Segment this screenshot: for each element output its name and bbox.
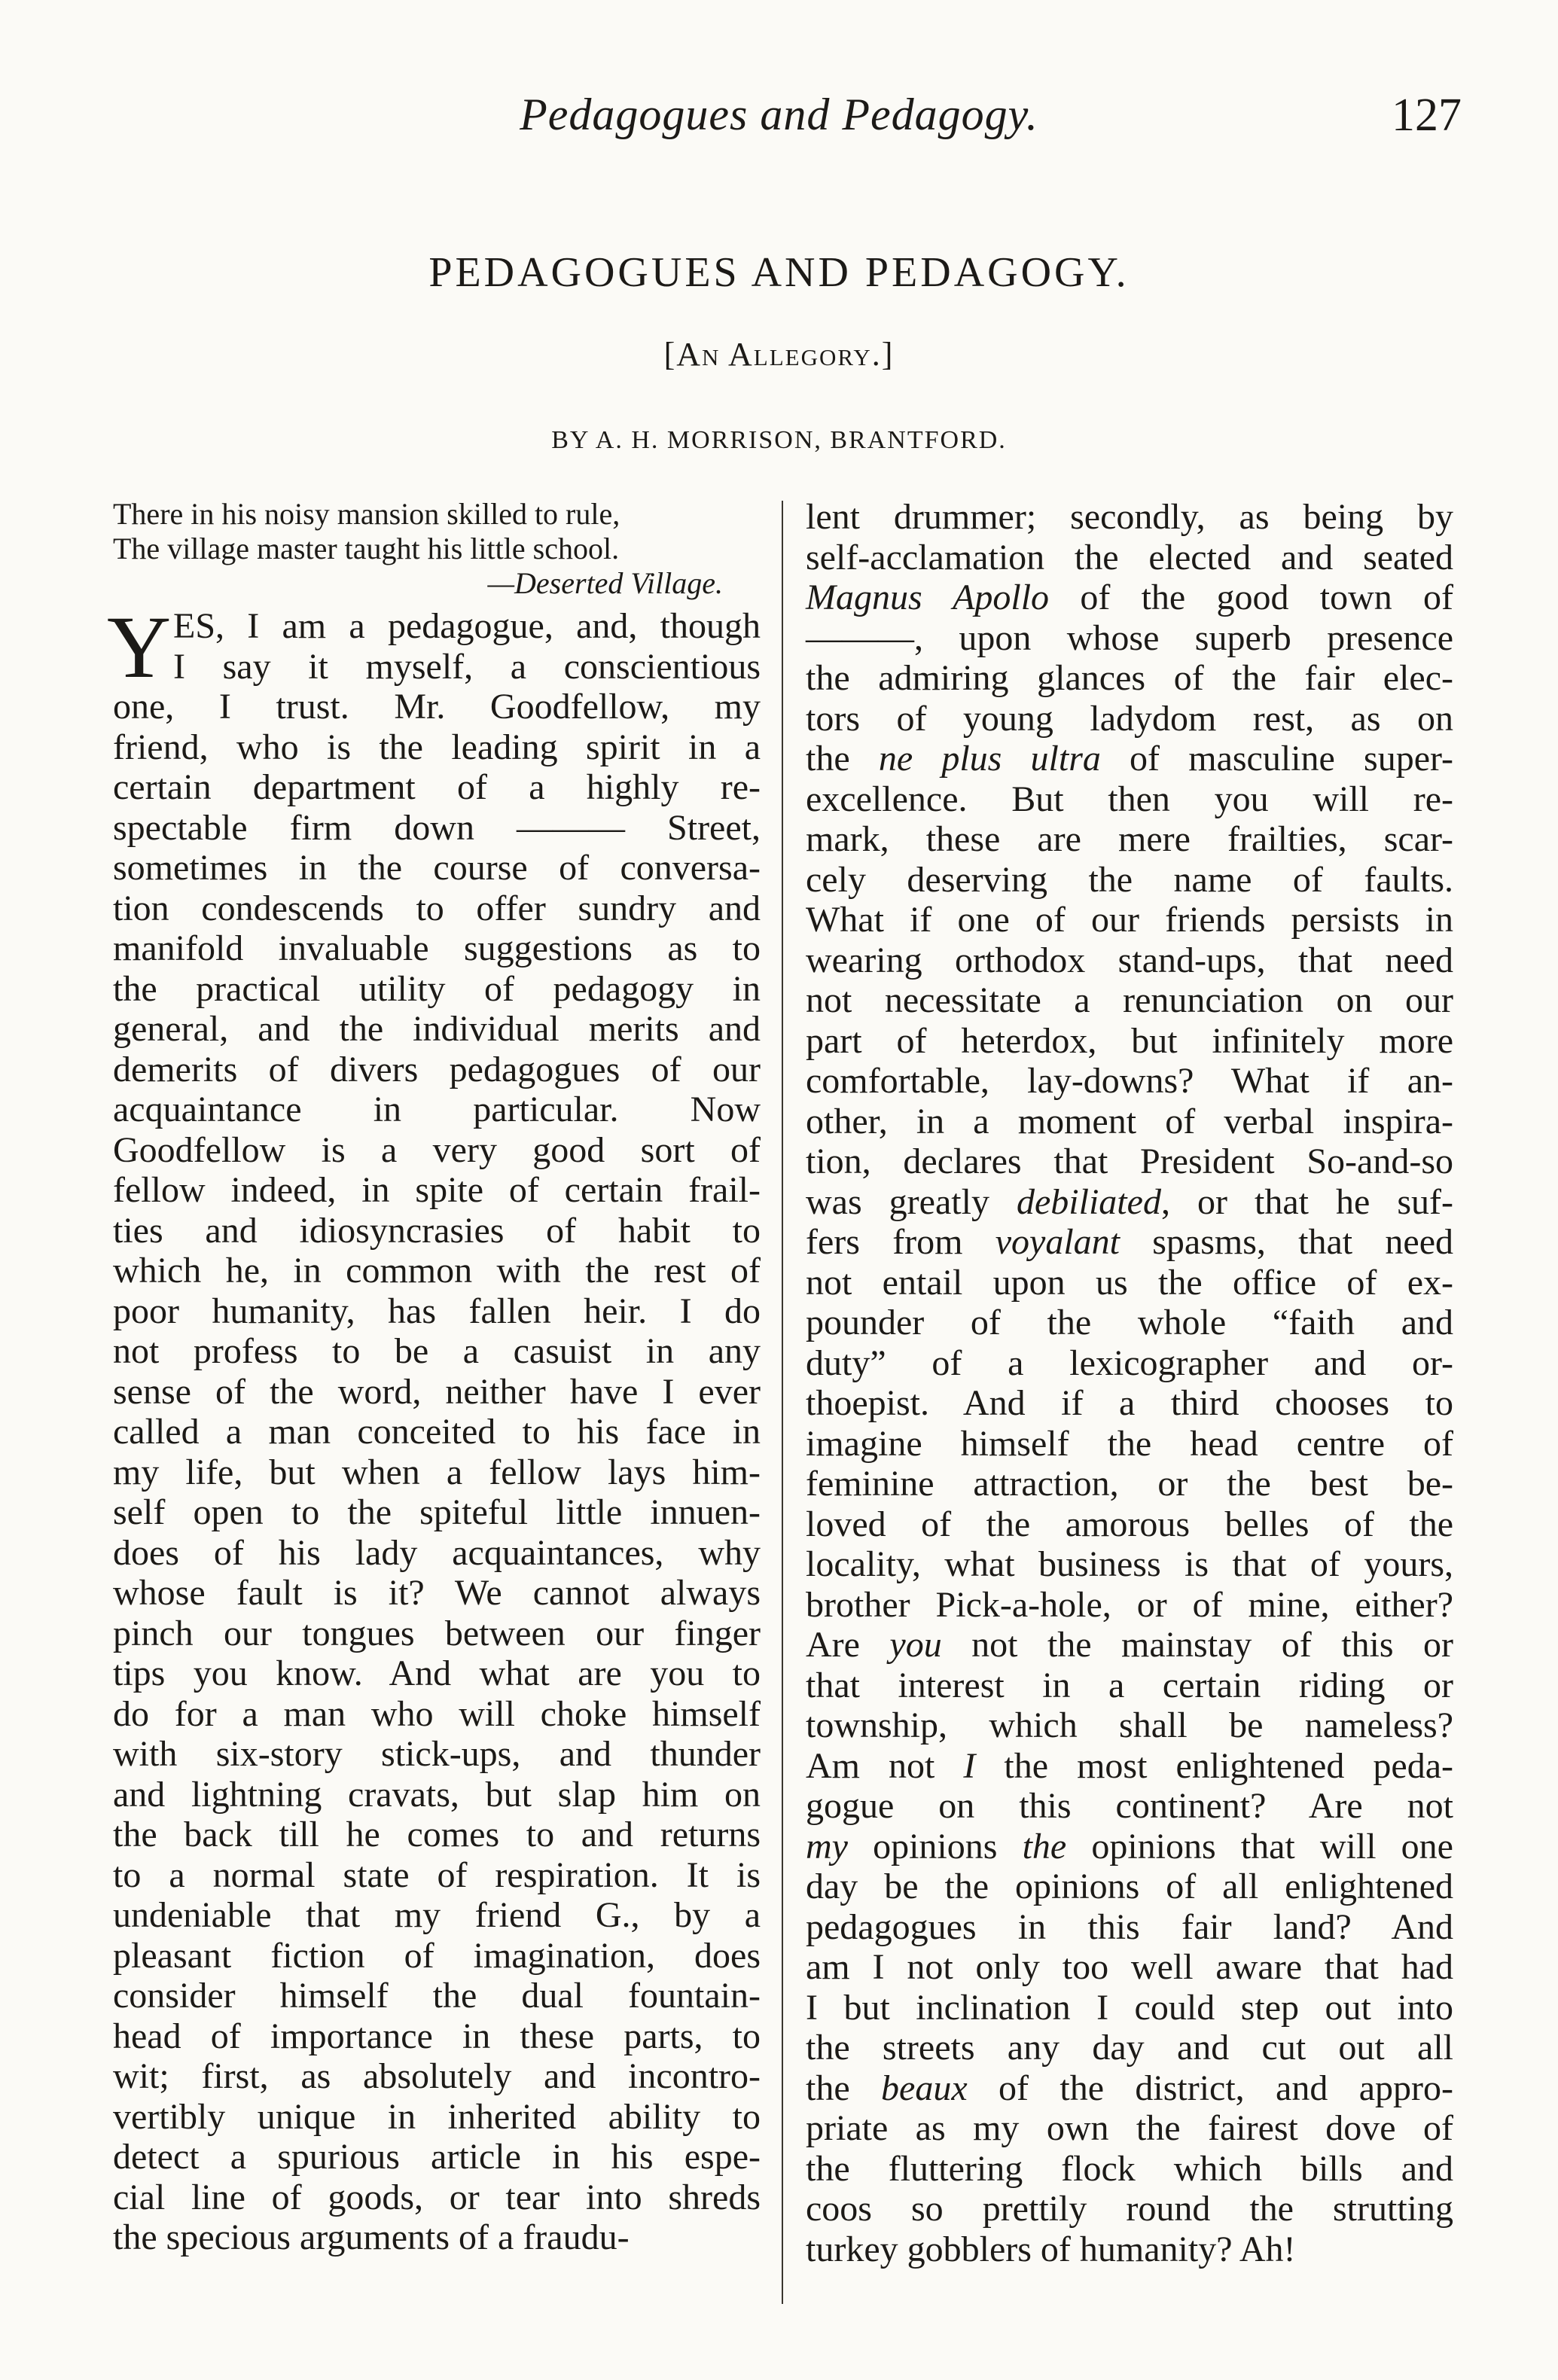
text-line-content: wearing orthodox stand-ups, that need — [806, 940, 1453, 980]
text-line-content: Am not I the most enlightened peda- — [806, 1745, 1453, 1786]
text-line — [113, 1734, 761, 1775]
text-line-content: priate as my own the fairest dove of — [806, 2108, 1453, 2148]
text-line — [113, 1412, 761, 1452]
text-line — [806, 1021, 1453, 1062]
text-line — [806, 940, 1453, 981]
text-line — [113, 1452, 761, 1493]
text-line-content: mark, these are mere frailties, scar- — [806, 819, 1453, 859]
text-line — [806, 1424, 1453, 1464]
text-line-content: duty” of a lexicographer and or- — [806, 1342, 1453, 1383]
text-line-content: certain department of a highly re- — [113, 767, 761, 807]
text-line — [806, 1464, 1453, 1504]
text-line-content: one, I trust. Mr. Goodfellow, my — [113, 687, 761, 727]
text-line-content: Magnus Apollo of the good town of — [806, 577, 1453, 617]
text-line-content: imagine himself the head centre of — [806, 1423, 1453, 1464]
text-line — [806, 1383, 1453, 1424]
text-line — [806, 819, 1453, 860]
text-line — [113, 808, 761, 849]
text-line — [113, 1130, 761, 1171]
text-line-content: self-acclamation the elected and seated — [806, 537, 1453, 577]
text-line — [113, 2097, 761, 2138]
text-line — [113, 2016, 761, 2057]
text-line — [806, 2229, 1453, 2270]
text-line-content: the ne plus ultra of masculine super- — [806, 739, 1454, 779]
text-line — [113, 1653, 761, 1694]
text-line-content: locality, what business is that of yours, — [806, 1544, 1453, 1584]
text-line — [806, 1504, 1453, 1545]
text-line-content: tors of young ladydom rest, as on — [806, 698, 1453, 739]
text-line-content: does of his lady acquaintances, why — [113, 1532, 761, 1573]
text-line-content: manifold invaluable suggestions as to — [113, 928, 761, 968]
text-line — [113, 1251, 761, 1291]
text-line-content: head of importance in these parts, to — [113, 2016, 761, 2056]
text-line — [113, 1614, 761, 1654]
text-line-content: not profess to be a casuist in any — [113, 1331, 761, 1371]
text-line — [113, 1492, 761, 1533]
text-line — [806, 860, 1453, 900]
text-line-content: not entail upon us the office of ex- — [806, 1262, 1453, 1303]
text-line — [113, 2056, 761, 2097]
article-subtitle: [An Allegory.] — [663, 336, 895, 373]
text-line — [113, 1372, 761, 1412]
text-line — [806, 900, 1453, 940]
text-line — [113, 1533, 761, 1574]
text-line — [806, 2149, 1453, 2190]
text-line-content: that interest in a certain riding or — [806, 1665, 1453, 1705]
text-line-content: the specious arguments of a fraudu- — [113, 2217, 630, 2257]
text-line-content: called a man conceited to his face in — [113, 1412, 761, 1452]
text-line-content: thoepist. And if a third chooses to — [806, 1383, 1453, 1423]
text-line-content: fers from voyalant spasms, that need — [806, 1222, 1453, 1262]
text-line-content: ties and idiosyncrasies of habit to — [113, 1210, 761, 1251]
text-line — [806, 1102, 1453, 1142]
text-line — [806, 2189, 1453, 2229]
text-line-content: not necessitate a renunciation on our — [806, 980, 1453, 1020]
text-line-content: self open to the spiteful little innuen- — [113, 1492, 761, 1532]
text-line — [806, 2108, 1453, 2149]
text-line-content: tion, declares that President So-and-so — [806, 1141, 1453, 1181]
epigraph-source: —Deserted Village. — [487, 566, 723, 600]
text-line — [113, 767, 761, 808]
text-line — [806, 1907, 1453, 1948]
text-line — [113, 848, 761, 888]
text-line — [806, 1222, 1453, 1263]
text-line — [113, 1170, 761, 1211]
running-head — [0, 89, 1558, 157]
text-line — [806, 699, 1453, 739]
text-line-content: township, which shall be nameless? — [806, 1705, 1453, 1745]
text-line — [806, 1665, 1453, 1706]
text-line-content: whose fault is it? We cannot always — [113, 1573, 761, 1613]
text-line — [113, 1573, 761, 1614]
epigraph — [113, 497, 753, 601]
text-line-content: spectable firm down ——— Street, — [113, 807, 761, 848]
text-line — [113, 1936, 761, 1976]
text-line — [806, 1947, 1453, 1988]
text-line — [113, 969, 761, 1010]
text-line-content: part of heterdox, but infinitely more — [806, 1020, 1453, 1061]
text-line — [113, 1291, 761, 1332]
text-line-content: sometimes in the course of conversa- — [113, 848, 761, 888]
text-line-content: tips you know. And what are you to — [113, 1653, 761, 1693]
text-line — [113, 1211, 761, 1251]
text-line-content: wit; first, as absolutely and incontro- — [113, 2056, 761, 2096]
text-line — [806, 1625, 1453, 1665]
text-line-content: cely deserving the name of faults. — [806, 859, 1453, 900]
text-line-content: I say it myself, a conscientious — [173, 646, 761, 687]
left-column — [107, 598, 761, 2258]
text-line — [113, 1815, 761, 1855]
text-line — [806, 980, 1453, 1021]
text-line-content: acquaintance in particular. Now — [113, 1089, 761, 1129]
text-line-content: excellence. But then you will re- — [806, 779, 1453, 819]
right-column — [806, 497, 1453, 2269]
text-line — [113, 888, 761, 929]
text-line-content: my opinions the opinions that will one — [806, 1826, 1453, 1867]
text-line — [806, 1705, 1453, 1746]
drop-cap: Y — [107, 598, 172, 696]
text-line-content: loved of the amorous belles of the — [806, 1504, 1453, 1544]
epigraph-line: There in his noisy mansion skilled to rule, — [113, 497, 620, 531]
text-line — [113, 2217, 761, 2258]
text-line — [113, 647, 761, 687]
text-line-content: undeniable that my friend G., by a — [113, 1895, 761, 1935]
text-line-content: day be the opinions of all enlightened — [806, 1867, 1453, 1906]
text-line — [113, 928, 761, 969]
text-line — [806, 538, 1453, 578]
text-line-content: pounder of the whole “faith and — [806, 1303, 1453, 1342]
text-line — [113, 1976, 761, 2016]
text-line-content: was greatly debiliated, or that he suf- — [806, 1181, 1453, 1222]
text-line — [806, 1786, 1453, 1827]
text-line-content: turkey gobblers of humanity? Ah! — [806, 2229, 1296, 2269]
text-line-content: lent drummer; secondly, as being by — [806, 497, 1453, 537]
text-line — [806, 577, 1453, 618]
text-line-content: do for a man who will choke himself — [113, 1693, 761, 1734]
text-line — [806, 1061, 1453, 1102]
text-line-content: brother Pick-a-hole, or of mine, either? — [806, 1584, 1453, 1625]
text-line-content: the practical utility of pedagogy in — [113, 968, 761, 1009]
text-line-content: comfortable, lay-downs? What if an- — [806, 1061, 1453, 1101]
text-line — [113, 2137, 761, 2177]
text-line-content: coos so prettily round the strutting — [806, 2189, 1453, 2229]
text-line-content: detect a spurious article in his espe- — [113, 2137, 761, 2177]
text-line — [806, 1827, 1453, 1867]
text-line-content: with six-story stick-ups, and thunder — [113, 1734, 761, 1774]
text-line-content: Are you not the mainstay of this or — [806, 1625, 1454, 1665]
text-line-content: pedagogues in this fair land? And — [806, 1906, 1453, 1947]
running-head-title: Pedagogues and Pedagogy. — [520, 90, 1038, 139]
text-line-content: other, in a moment of verbal inspira- — [806, 1101, 1453, 1141]
text-line — [113, 1775, 761, 1815]
text-line-content: gogue on this continent? Are not — [806, 1786, 1453, 1826]
text-line — [806, 739, 1453, 779]
text-line — [806, 1988, 1453, 2028]
text-line — [113, 1050, 761, 1090]
text-line-content: demerits of divers pedagogues of our — [113, 1049, 761, 1089]
text-line — [113, 2177, 761, 2218]
page-number: 127 — [1392, 90, 1462, 141]
column-divider — [782, 501, 783, 2304]
text-line — [113, 727, 761, 768]
text-line-content: I but inclination I could step out into — [806, 1987, 1453, 2028]
text-line-content: the streets any day and cut out all — [806, 2028, 1453, 2068]
text-line-content: Goodfellow is a very good sort of — [113, 1129, 761, 1170]
text-line — [806, 1182, 1453, 1223]
text-line-content: the beaux of the district, and appro- — [806, 2068, 1454, 2108]
text-line-content: general, and the individual merits and — [113, 1009, 761, 1049]
text-line — [806, 1867, 1453, 1907]
text-line — [113, 1009, 761, 1050]
text-line — [806, 1343, 1453, 1384]
text-line — [113, 1331, 761, 1372]
text-line-content: poor humanity, has fallen heir. I do — [113, 1291, 761, 1331]
byline: BY A. H. MORRISON, BRANTFORD. — [551, 426, 1007, 454]
text-line — [806, 1263, 1453, 1303]
text-line — [806, 1303, 1453, 1343]
text-line-content: and lightning cravats, but slap him on — [113, 1774, 761, 1815]
text-line — [806, 2068, 1453, 2109]
text-line — [806, 1544, 1453, 1585]
text-line-content: feminine attraction, or the best be- — [806, 1464, 1453, 1504]
text-line — [806, 618, 1453, 659]
text-line-content: pleasant fiction of imagination, does — [113, 1935, 761, 1976]
text-line — [113, 1895, 761, 1936]
text-line-content: which he, in common with the rest of — [113, 1251, 761, 1291]
article-title: PEDAGOGUES AND PEDAGOGY. — [428, 249, 1130, 296]
text-line-content: tion condescends to offer sundry and — [113, 888, 761, 928]
text-line-content: fellow indeed, in spite of certain frail- — [113, 1170, 761, 1210]
text-line — [113, 687, 761, 727]
text-line — [806, 1585, 1453, 1626]
text-line — [113, 1855, 761, 1896]
text-line — [806, 497, 1453, 538]
text-line — [806, 1141, 1453, 1182]
text-line-content: pinch our tongues between our finger — [113, 1613, 761, 1653]
text-line-content: vertibly unique in inherited ability to — [113, 2096, 761, 2137]
epigraph-line: The village master taught his little school. — [113, 532, 620, 565]
text-line-content: ES, I am a pedagogue, and, though — [173, 606, 761, 646]
text-line — [806, 1746, 1453, 1787]
text-line-content: ———, upon whose superb presence — [806, 617, 1453, 658]
text-line-content: the admiring glances of the fair elec- — [806, 658, 1453, 698]
text-line-content: to a normal state of respiration. It is — [113, 1854, 761, 1895]
text-line-content: sense of the word, neither have I ever — [113, 1371, 761, 1412]
text-line — [113, 1694, 761, 1735]
text-line-content: consider himself the dual fountain- — [113, 1976, 761, 2016]
text-line-content: my life, but when a fellow lays him- — [113, 1452, 761, 1492]
text-line-content: the fluttering flock which bills and — [806, 2148, 1453, 2189]
text-line-content: cial line of goods, or tear into shreds — [113, 2177, 761, 2217]
text-line — [806, 2028, 1453, 2068]
text-line-content: am I not only too well aware that had — [806, 1947, 1453, 1987]
text-line — [113, 1089, 761, 1130]
text-line-content: What if one of our friends persists in — [806, 900, 1453, 940]
text-line — [806, 658, 1453, 699]
text-line-content: friend, who is the leading spirit in a — [113, 727, 761, 767]
text-line-content: the back till he comes to and returns — [113, 1815, 761, 1854]
text-line — [806, 779, 1453, 820]
